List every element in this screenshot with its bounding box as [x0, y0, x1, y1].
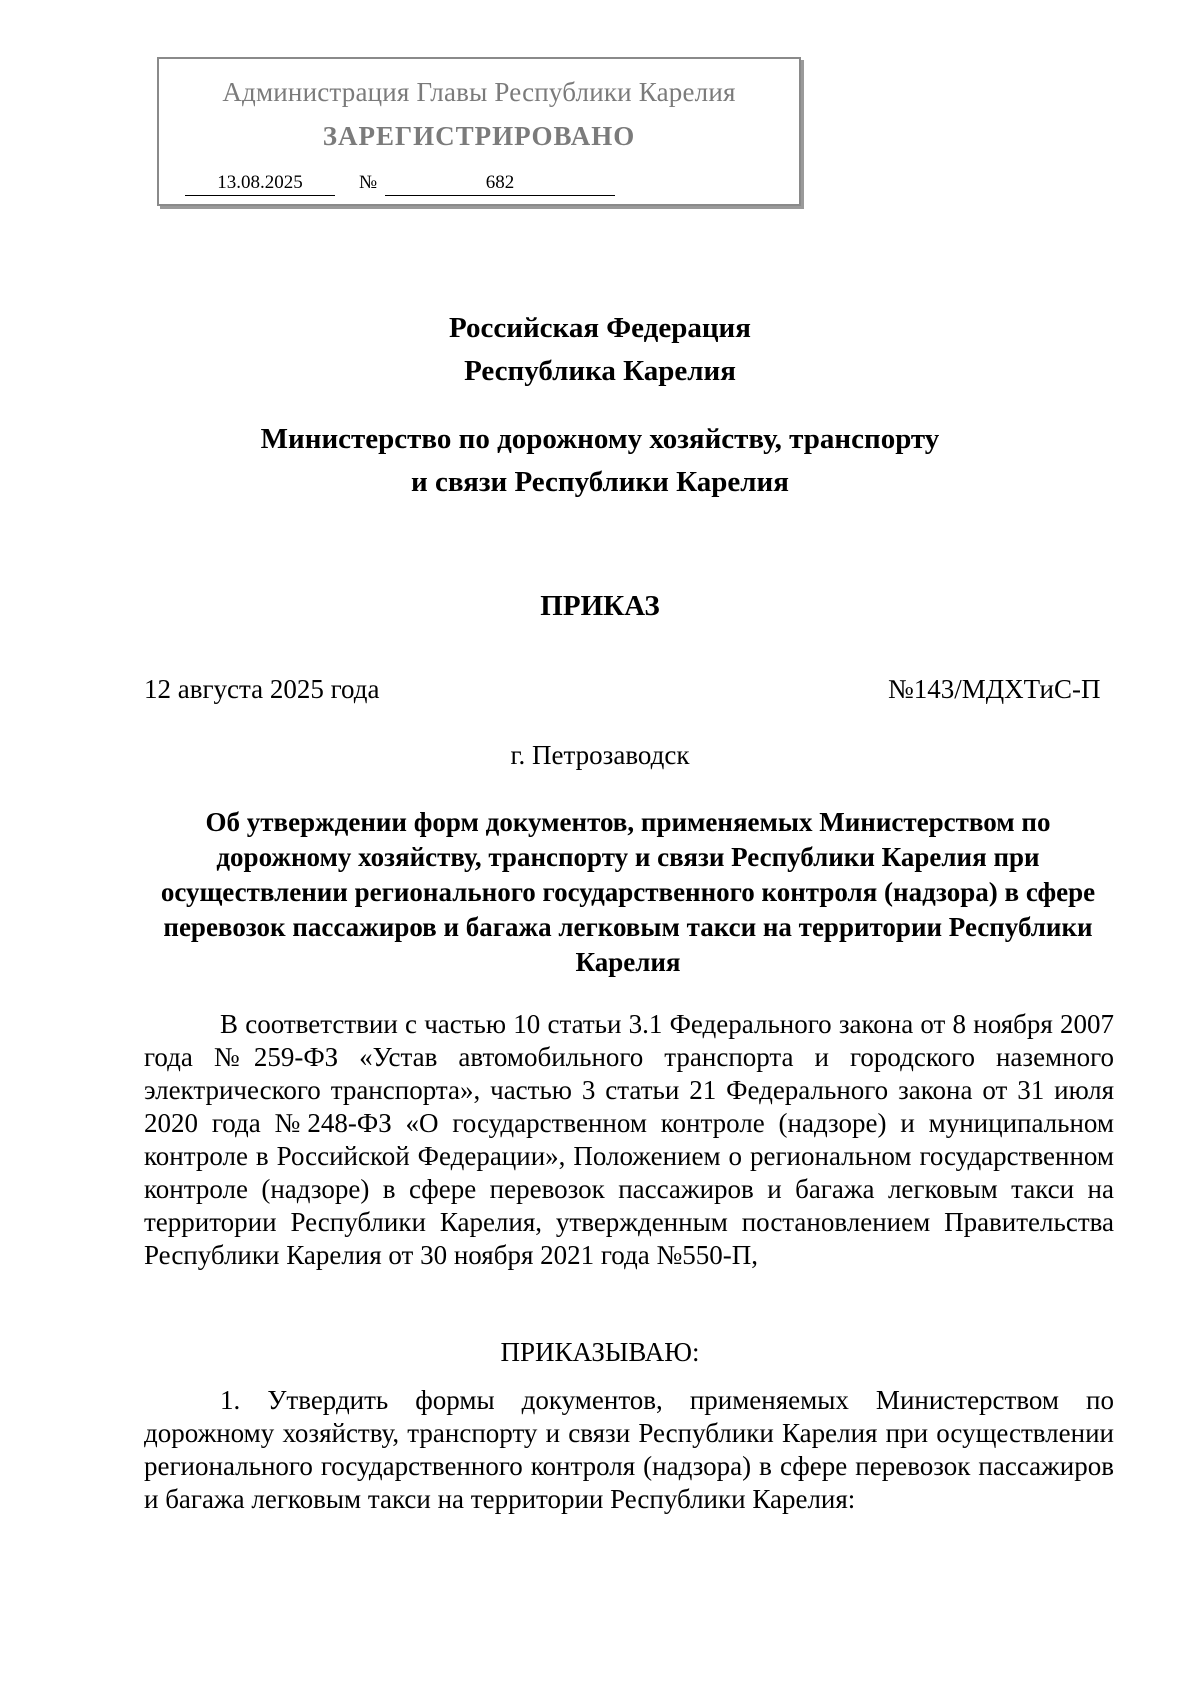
stamp-number-sign: №: [359, 172, 378, 193]
ministry-line1: Министерство по дорожному хозяйству, транспорту: [260, 423, 940, 455]
document-city: г. Петрозаводск: [510, 740, 690, 770]
stamp-number: 682: [385, 171, 615, 196]
document-date: 12 августа 2025 года: [144, 674, 380, 704]
stamp-date: 13.08.2025: [185, 171, 335, 196]
header-region: Республика Карелия: [464, 355, 736, 387]
ministry-line2: и связи Республики Карелия: [411, 466, 789, 498]
document-type: ПРИКАЗ: [540, 590, 660, 622]
registration-stamp: [157, 57, 801, 206]
header-country: Российская Федерация: [449, 312, 751, 344]
document-subject: Об утверждении форм документов, применяемых Министерством по дорожному хозяйству, транспорту и связи Республики Карелия при осуществлении регионального государственного контроля (надзора) в сфере перевозок пассажиров и багажа легковым такси на территории Республики Карелия: [160, 807, 1096, 977]
clause-1: 1. Утвердить формы документов, применяемых Министерством по дорожному хозяйству, транспорту и связи Республики Карелия при осуществлении регионального государственного контроля (надзора) в сфере перевозок пассажиров и багажа легковым такси на территории Республики Карелия:: [144, 1385, 1114, 1514]
document-number: №143/МДХТиС-П: [888, 674, 1101, 704]
stamp-registered: ЗАРЕГИСТРИРОВАНО: [322, 121, 636, 151]
order-word: ПРИКАЗЫВАЮ:: [500, 1337, 700, 1367]
preamble-paragraph: В соответствии с частью 10 статьи 3.1 Федерального закона от 8 ноября 2007 года №259-ФЗ «Устав автомобильного транспорта и городского наземного электрического транспорта», частью 3 статьи 21 Федерального закона от 31 июля 2020 года №248-ФЗ «О государственном контроле (надзоре) и муниципальном контроле в Российской Федерации», Положением о региональном государственном контроле (надзоре) в сфере перевозок пассажиров и багажа легковым такси на территории Республики Карелия, утвержденным постановлением Правительства Республики Карелия от 30 ноября 2021 года №550-П,: [144, 1009, 1114, 1270]
stamp-authority: Администрация Главы Республики Карелия: [222, 77, 736, 107]
